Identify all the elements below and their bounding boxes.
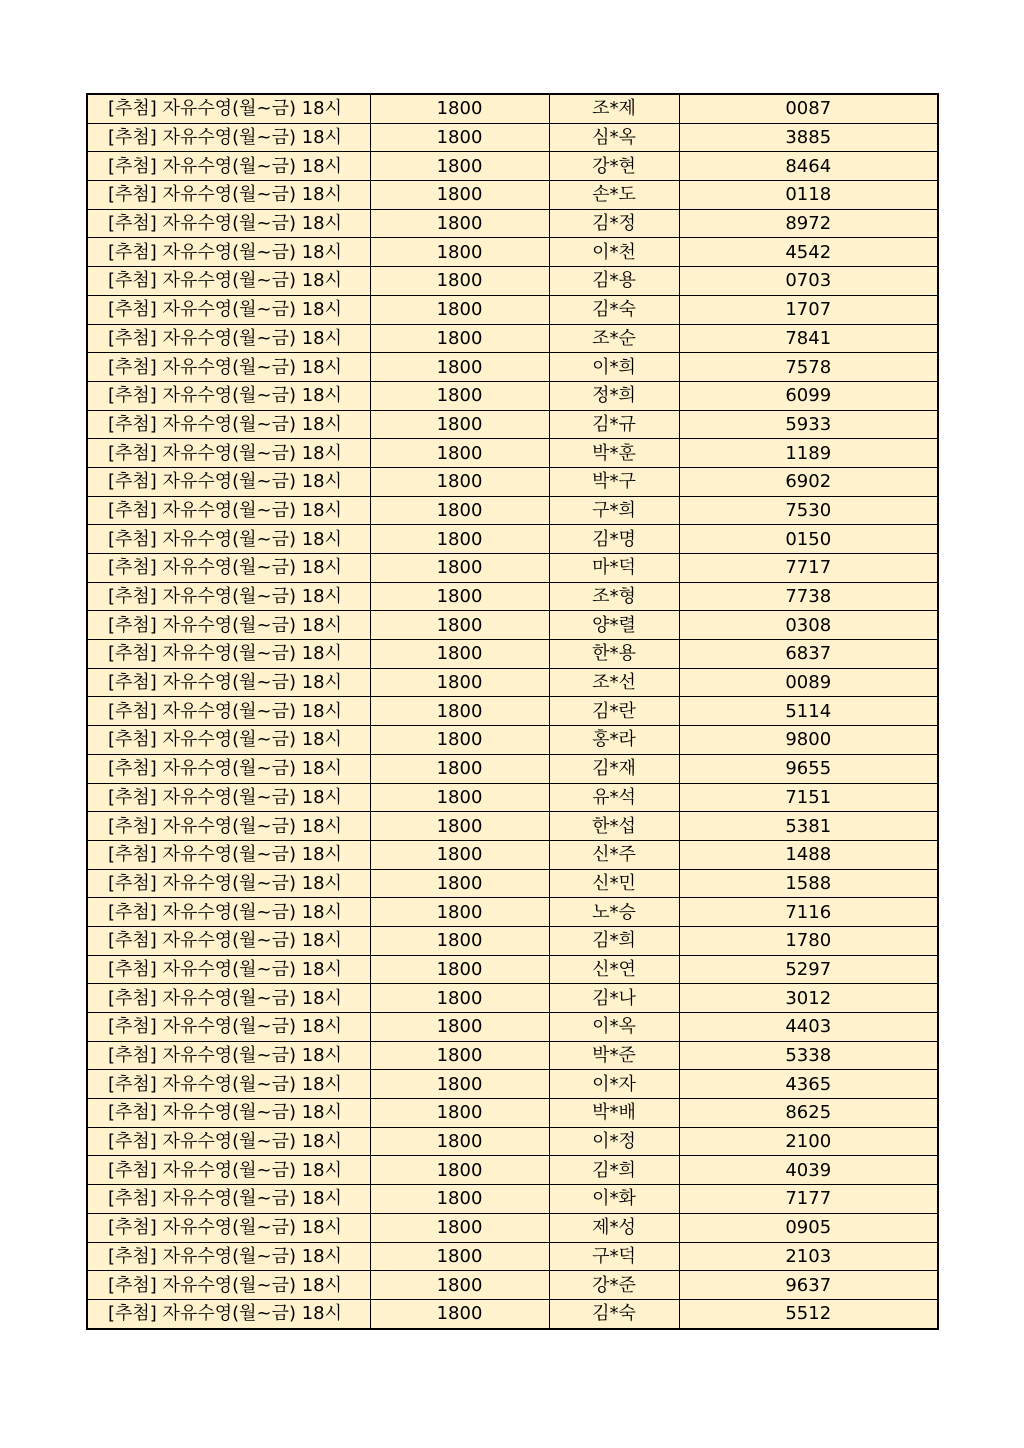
name-cell: 양*렬: [549, 611, 679, 640]
table-row: [87, 1070, 938, 1099]
number-cell: 0089: [679, 668, 938, 697]
table-row: [87, 1013, 938, 1042]
number-cell: 7151: [679, 783, 938, 812]
number-cell: 2103: [679, 1242, 938, 1271]
class-cell: [추첨] 자유수영(월~금) 18시: [87, 1156, 370, 1185]
class-cell: [추첨] 자유수영(월~금) 18시: [87, 668, 370, 697]
number-cell: 0087: [679, 94, 938, 123]
table-row: [87, 783, 938, 812]
amount-cell: 1800: [370, 554, 549, 583]
class-cell: [추첨] 자유수영(월~금) 18시: [87, 1242, 370, 1271]
number-cell: 8464: [679, 152, 938, 181]
class-cell: [추첨] 자유수영(월~금) 18시: [87, 1271, 370, 1300]
number-cell: 7177: [679, 1185, 938, 1214]
name-cell: 김*용: [549, 267, 679, 296]
name-cell: 조*제: [549, 94, 679, 123]
number-cell: 5297: [679, 955, 938, 984]
amount-cell: 1800: [370, 754, 549, 783]
number-cell: 7738: [679, 582, 938, 611]
name-cell: 김*희: [549, 926, 679, 955]
class-cell: [추첨] 자유수영(월~금) 18시: [87, 295, 370, 324]
name-cell: 노*승: [549, 898, 679, 927]
name-cell: 제*성: [549, 1213, 679, 1242]
table-row: [87, 1213, 938, 1242]
class-cell: [추첨] 자유수영(월~금) 18시: [87, 754, 370, 783]
class-cell: [추첨] 자유수영(월~금) 18시: [87, 238, 370, 267]
number-cell: 4542: [679, 238, 938, 267]
table-row: [87, 697, 938, 726]
class-cell: [추첨] 자유수영(월~금) 18시: [87, 898, 370, 927]
name-cell: 김*나: [549, 984, 679, 1013]
amount-cell: 1800: [370, 1013, 549, 1042]
number-cell: 7841: [679, 324, 938, 353]
number-cell: 8972: [679, 209, 938, 238]
amount-cell: 1800: [370, 1213, 549, 1242]
amount-cell: 1800: [370, 1271, 549, 1300]
number-cell: 4403: [679, 1013, 938, 1042]
class-cell: [추첨] 자유수영(월~금) 18시: [87, 984, 370, 1013]
name-cell: 이*화: [549, 1185, 679, 1214]
name-cell: 조*선: [549, 668, 679, 697]
table-row: [87, 1271, 938, 1300]
table-row: [87, 152, 938, 181]
number-cell: 0703: [679, 267, 938, 296]
table-row: [87, 554, 938, 583]
amount-cell: 1800: [370, 898, 549, 927]
amount-cell: 1800: [370, 410, 549, 439]
table-row: [87, 381, 938, 410]
table-row: [87, 1099, 938, 1128]
amount-cell: 1800: [370, 640, 549, 669]
amount-cell: 1800: [370, 1156, 549, 1185]
table-row: [87, 267, 938, 296]
amount-cell: 1800: [370, 152, 549, 181]
class-cell: [추첨] 자유수영(월~금) 18시: [87, 467, 370, 496]
number-cell: 4365: [679, 1070, 938, 1099]
name-cell: 김*숙: [549, 295, 679, 324]
name-cell: 박*구: [549, 467, 679, 496]
number-cell: 5381: [679, 812, 938, 841]
amount-cell: 1800: [370, 611, 549, 640]
class-cell: [추첨] 자유수영(월~금) 18시: [87, 582, 370, 611]
class-cell: [추첨] 자유수영(월~금) 18시: [87, 926, 370, 955]
class-cell: [추첨] 자유수영(월~금) 18시: [87, 554, 370, 583]
table-row: [87, 812, 938, 841]
class-cell: [추첨] 자유수영(월~금) 18시: [87, 1013, 370, 1042]
name-cell: 조*형: [549, 582, 679, 611]
table-row: [87, 1242, 938, 1271]
amount-cell: 1800: [370, 984, 549, 1013]
amount-cell: 1800: [370, 926, 549, 955]
number-cell: 1488: [679, 840, 938, 869]
number-cell: 5933: [679, 410, 938, 439]
amount-cell: 1800: [370, 812, 549, 841]
amount-cell: 1800: [370, 496, 549, 525]
amount-cell: 1800: [370, 1185, 549, 1214]
table-row: [87, 898, 938, 927]
name-cell: 김*숙: [549, 1299, 679, 1328]
table-row: [87, 1299, 938, 1328]
name-cell: 강*준: [549, 1271, 679, 1300]
amount-cell: 1800: [370, 209, 549, 238]
amount-cell: 1800: [370, 353, 549, 382]
amount-cell: 1800: [370, 525, 549, 554]
class-cell: [추첨] 자유수영(월~금) 18시: [87, 955, 370, 984]
amount-cell: 1800: [370, 955, 549, 984]
name-cell: 이*정: [549, 1127, 679, 1156]
name-cell: 이*천: [549, 238, 679, 267]
table-row: [87, 238, 938, 267]
number-cell: 9655: [679, 754, 938, 783]
class-cell: [추첨] 자유수영(월~금) 18시: [87, 353, 370, 382]
number-cell: 5512: [679, 1299, 938, 1328]
table-row: [87, 726, 938, 755]
class-cell: [추첨] 자유수영(월~금) 18시: [87, 267, 370, 296]
table-row: [87, 640, 938, 669]
name-cell: 구*덕: [549, 1242, 679, 1271]
amount-cell: 1800: [370, 726, 549, 755]
amount-cell: 1800: [370, 267, 549, 296]
name-cell: 김*규: [549, 410, 679, 439]
table-row: [87, 1127, 938, 1156]
class-cell: [추첨] 자유수영(월~금) 18시: [87, 439, 370, 468]
number-cell: 2100: [679, 1127, 938, 1156]
name-cell: 유*석: [549, 783, 679, 812]
table-row: [87, 525, 938, 554]
number-cell: 3885: [679, 123, 938, 152]
class-cell: [추첨] 자유수영(월~금) 18시: [87, 869, 370, 898]
name-cell: 이*희: [549, 353, 679, 382]
lottery-result-table: [86, 93, 939, 1330]
table-body: [87, 94, 938, 1329]
name-cell: 조*순: [549, 324, 679, 353]
class-cell: [추첨] 자유수영(월~금) 18시: [87, 1185, 370, 1214]
name-cell: 박*훈: [549, 439, 679, 468]
number-cell: 8625: [679, 1099, 938, 1128]
amount-cell: 1800: [370, 1041, 549, 1070]
table-row: [87, 754, 938, 783]
class-cell: [추첨] 자유수영(월~금) 18시: [87, 94, 370, 123]
name-cell: 신*연: [549, 955, 679, 984]
class-cell: [추첨] 자유수영(월~금) 18시: [87, 496, 370, 525]
class-cell: [추첨] 자유수영(월~금) 18시: [87, 697, 370, 726]
amount-cell: 1800: [370, 238, 549, 267]
class-cell: [추첨] 자유수영(월~금) 18시: [87, 525, 370, 554]
table-row: [87, 984, 938, 1013]
amount-cell: 1800: [370, 181, 549, 210]
amount-cell: 1800: [370, 582, 549, 611]
name-cell: 신*주: [549, 840, 679, 869]
number-cell: 9637: [679, 1271, 938, 1300]
name-cell: 심*옥: [549, 123, 679, 152]
name-cell: 한*용: [549, 640, 679, 669]
amount-cell: 1800: [370, 697, 549, 726]
name-cell: 강*현: [549, 152, 679, 181]
table-row: [87, 668, 938, 697]
number-cell: 1588: [679, 869, 938, 898]
amount-cell: 1800: [370, 94, 549, 123]
table-row: [87, 611, 938, 640]
amount-cell: 1800: [370, 439, 549, 468]
amount-cell: 1800: [370, 1299, 549, 1328]
number-cell: 1707: [679, 295, 938, 324]
table-row: [87, 94, 938, 123]
class-cell: [추첨] 자유수영(월~금) 18시: [87, 1213, 370, 1242]
amount-cell: 1800: [370, 840, 549, 869]
table-row: [87, 209, 938, 238]
table-row: [87, 955, 938, 984]
name-cell: 이*옥: [549, 1013, 679, 1042]
table-row: [87, 324, 938, 353]
amount-cell: 1800: [370, 381, 549, 410]
class-cell: [추첨] 자유수영(월~금) 18시: [87, 1127, 370, 1156]
class-cell: [추첨] 자유수영(월~금) 18시: [87, 410, 370, 439]
table-row: [87, 926, 938, 955]
class-cell: [추첨] 자유수영(월~금) 18시: [87, 181, 370, 210]
table-row: [87, 1041, 938, 1070]
number-cell: 3012: [679, 984, 938, 1013]
class-cell: [추첨] 자유수영(월~금) 18시: [87, 123, 370, 152]
number-cell: 5114: [679, 697, 938, 726]
class-cell: [추첨] 자유수영(월~금) 18시: [87, 324, 370, 353]
table-row: [87, 582, 938, 611]
number-cell: 0150: [679, 525, 938, 554]
number-cell: 6902: [679, 467, 938, 496]
name-cell: 김*란: [549, 697, 679, 726]
number-cell: 0905: [679, 1213, 938, 1242]
name-cell: 김*명: [549, 525, 679, 554]
number-cell: 0308: [679, 611, 938, 640]
amount-cell: 1800: [370, 1242, 549, 1271]
name-cell: 마*덕: [549, 554, 679, 583]
table-row: [87, 181, 938, 210]
amount-cell: 1800: [370, 467, 549, 496]
name-cell: 김*정: [549, 209, 679, 238]
amount-cell: 1800: [370, 1127, 549, 1156]
name-cell: 김*희: [549, 1156, 679, 1185]
table-row: [87, 295, 938, 324]
name-cell: 박*배: [549, 1099, 679, 1128]
class-cell: [추첨] 자유수영(월~금) 18시: [87, 152, 370, 181]
name-cell: 구*희: [549, 496, 679, 525]
class-cell: [추첨] 자유수영(월~금) 18시: [87, 840, 370, 869]
class-cell: [추첨] 자유수영(월~금) 18시: [87, 1299, 370, 1328]
name-cell: 한*섭: [549, 812, 679, 841]
table-row: [87, 1156, 938, 1185]
class-cell: [추첨] 자유수영(월~금) 18시: [87, 1099, 370, 1128]
amount-cell: 1800: [370, 324, 549, 353]
name-cell: 홍*라: [549, 726, 679, 755]
amount-cell: 1800: [370, 1070, 549, 1099]
number-cell: 1780: [679, 926, 938, 955]
class-cell: [추첨] 자유수영(월~금) 18시: [87, 726, 370, 755]
class-cell: [추첨] 자유수영(월~금) 18시: [87, 812, 370, 841]
name-cell: 신*민: [549, 869, 679, 898]
name-cell: 박*준: [549, 1041, 679, 1070]
class-cell: [추첨] 자유수영(월~금) 18시: [87, 611, 370, 640]
number-cell: 1189: [679, 439, 938, 468]
table-row: [87, 123, 938, 152]
class-cell: [추첨] 자유수영(월~금) 18시: [87, 640, 370, 669]
table-row: [87, 439, 938, 468]
class-cell: [추첨] 자유수영(월~금) 18시: [87, 1041, 370, 1070]
table-row: [87, 353, 938, 382]
number-cell: 6837: [679, 640, 938, 669]
name-cell: 손*도: [549, 181, 679, 210]
name-cell: 이*자: [549, 1070, 679, 1099]
amount-cell: 1800: [370, 668, 549, 697]
number-cell: 4039: [679, 1156, 938, 1185]
number-cell: 7116: [679, 898, 938, 927]
name-cell: 정*희: [549, 381, 679, 410]
number-cell: 7578: [679, 353, 938, 382]
name-cell: 김*재: [549, 754, 679, 783]
table-row: [87, 869, 938, 898]
number-cell: 7530: [679, 496, 938, 525]
class-cell: [추첨] 자유수영(월~금) 18시: [87, 1070, 370, 1099]
amount-cell: 1800: [370, 295, 549, 324]
table-row: [87, 840, 938, 869]
amount-cell: 1800: [370, 123, 549, 152]
table-row: [87, 410, 938, 439]
number-cell: 6099: [679, 381, 938, 410]
table-row: [87, 1185, 938, 1214]
number-cell: 7717: [679, 554, 938, 583]
number-cell: 5338: [679, 1041, 938, 1070]
amount-cell: 1800: [370, 783, 549, 812]
number-cell: 9800: [679, 726, 938, 755]
class-cell: [추첨] 자유수영(월~금) 18시: [87, 381, 370, 410]
table-row: [87, 467, 938, 496]
number-cell: 0118: [679, 181, 938, 210]
class-cell: [추첨] 자유수영(월~금) 18시: [87, 783, 370, 812]
amount-cell: 1800: [370, 1099, 549, 1128]
amount-cell: 1800: [370, 869, 549, 898]
class-cell: [추첨] 자유수영(월~금) 18시: [87, 209, 370, 238]
table-row: [87, 496, 938, 525]
